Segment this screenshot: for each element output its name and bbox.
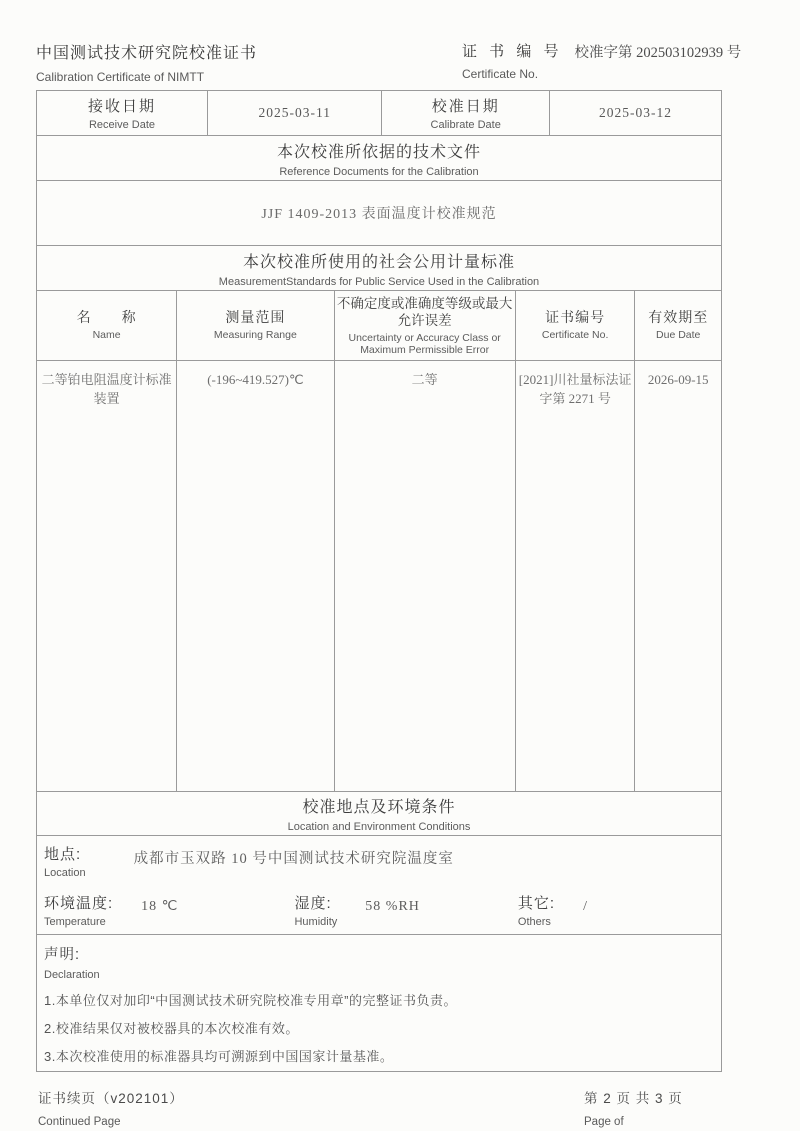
temperature-label-zh: 环境温度:: [44, 894, 114, 912]
calibrate-date-label-cell: [382, 91, 550, 135]
footer-page-en: Page of: [584, 1116, 624, 1128]
temperature-label: [44, 892, 113, 928]
location-value: 成都市玉双路 10 号中国测试技术研究院温度室: [133, 851, 454, 867]
column-header-name-zh: 名 称: [76, 309, 137, 326]
column-header-certno-en: Certificate No.: [541, 329, 609, 342]
humidity-label-zh: 湿度:: [294, 894, 332, 912]
humidity-label-en: Humidity: [294, 915, 338, 928]
standard-range: (-196~419.527)℃: [207, 372, 304, 387]
conditions-row: [37, 885, 721, 935]
standards-table-header: [37, 291, 721, 361]
standards-section-title-en: MeasurementStandards for Public Service Used in the Calibration: [218, 275, 540, 288]
location-label-zh: 地点:: [44, 845, 82, 863]
humidity-group: [294, 892, 517, 928]
others-label-en: Others: [517, 915, 551, 928]
declaration-section: [37, 935, 721, 1071]
standards-section-title: [37, 246, 721, 291]
column-header-uncertainty-zh: 不确定度或准确度等级或最大允许误差: [336, 295, 513, 328]
reference-content-row: [37, 181, 721, 246]
footer-continued-en: Continued Page: [38, 1116, 121, 1128]
footer-continued-zh: 证书续页（v202101）: [38, 1091, 184, 1106]
standard-name: 二等铂电阻温度计标准装置: [41, 372, 172, 406]
column-header-range-en: Measuring Range: [213, 329, 297, 342]
receive-date-label-cell: [37, 91, 208, 135]
column-header-duedate-en: Due Date: [656, 329, 701, 342]
location-label-en: Location: [44, 866, 86, 879]
reference-section-title: [37, 136, 721, 181]
declaration-item-1: 1.本单位仅对加印“中国测试技术研究院校准专用章”的完整证书负责。: [44, 993, 458, 1008]
column-header-range-zh: 测量范围: [225, 309, 286, 326]
location-label: [44, 843, 86, 879]
receive-date-label-zh: 接收日期: [87, 98, 156, 115]
declaration-item-2: 2.校准结果仅对被校器具的本次校准有效。: [44, 1021, 299, 1036]
reference-document-text: JJF 1409-2013 表面温度计校准规范: [261, 207, 497, 222]
reference-section-title-en: Reference Documents for the Calibration: [279, 165, 479, 178]
receive-date-label-en: Receive Date: [88, 119, 156, 131]
column-header-duedate-zh: 有效期至: [648, 309, 709, 326]
calibrate-date-value: 2025-03-12: [598, 105, 672, 120]
doc-title-en: Calibration Certificate of NIMTT: [36, 70, 205, 84]
declaration-item-3: 3.本次校准使用的标准器具均可溯源到中国国家计量基准。: [44, 1049, 394, 1064]
location-row: [37, 836, 721, 885]
temperature-label-en: Temperature: [44, 915, 106, 928]
main-table: [36, 90, 722, 791]
standard-uncertainty-cell: [335, 361, 516, 791]
standards-table-row: [37, 361, 721, 791]
standard-name-cell: [37, 361, 177, 791]
footer-page-number: [584, 1087, 683, 1128]
calibrate-date-label-zh: 校准日期: [431, 98, 500, 115]
column-header-name: [37, 291, 177, 360]
environment-title-en: Location and Environment Conditions: [287, 821, 471, 833]
others-label: [518, 892, 555, 928]
doc-title-zh: 中国测试技术研究院校准证书: [36, 45, 258, 62]
dates-row: [37, 91, 721, 136]
standard-duedate-cell: [635, 361, 721, 791]
certificate-number-label-en: Certificate No.: [462, 67, 539, 81]
certificate-number-value: 校准字第 202503102939 号: [574, 45, 742, 61]
humidity-label: [294, 892, 337, 928]
column-header-name-en: Name: [92, 329, 121, 342]
temperature-group: [44, 892, 294, 928]
environment-header: [37, 792, 721, 836]
standard-duedate: 2026-09-15: [647, 372, 709, 387]
reference-section-title-zh: 本次校准所依据的技术文件: [276, 143, 481, 161]
receive-date-value: 2025-03-11: [258, 105, 331, 120]
receive-date-value-cell: [208, 91, 382, 135]
column-header-uncertainty-en: Uncertainty or Accuracy Class or Maximum Permissible Error: [348, 331, 501, 356]
footer-continued-page: [38, 1087, 184, 1128]
page-content: [36, 40, 742, 1131]
others-label-zh: 其它:: [517, 894, 556, 912]
environment-title-zh: 校准地点及环境条件: [302, 799, 456, 816]
column-header-certno: [516, 291, 636, 360]
doc-footer: [36, 1087, 722, 1131]
declaration-title-en: Declaration: [44, 969, 100, 981]
others-value: /: [583, 898, 588, 914]
certificate-number-block: [462, 40, 741, 81]
calibrate-date-label-en: Calibrate Date: [430, 119, 501, 131]
standard-certno: [2021]川社量标法证字第 2271 号: [518, 372, 632, 406]
standard-range-cell: [177, 361, 334, 791]
footer-page-zh: 第 2 页 共 3 页: [584, 1091, 683, 1106]
certificate-number-label-zh: 证 书 编 号: [462, 43, 563, 60]
standard-uncertainty: 二等: [411, 372, 438, 387]
temperature-value: 18 ℃: [141, 899, 179, 914]
others-group: [518, 892, 721, 928]
column-header-range: [177, 291, 334, 360]
environment-box: [36, 791, 722, 1072]
column-header-duedate: [635, 291, 721, 360]
standards-section-title-zh: 本次校准所使用的社会公用计量标准: [242, 253, 515, 271]
column-header-uncertainty: [335, 291, 516, 360]
doc-header: [36, 40, 742, 88]
humidity-value: 58 %RH: [365, 898, 420, 914]
column-header-certno-zh: 证书编号: [545, 309, 606, 326]
declaration-title-zh: 声明:: [44, 947, 81, 963]
standard-certno-cell: [516, 361, 636, 791]
calibrate-date-value-cell: [550, 91, 721, 135]
certificate-number-labels: [462, 40, 563, 81]
